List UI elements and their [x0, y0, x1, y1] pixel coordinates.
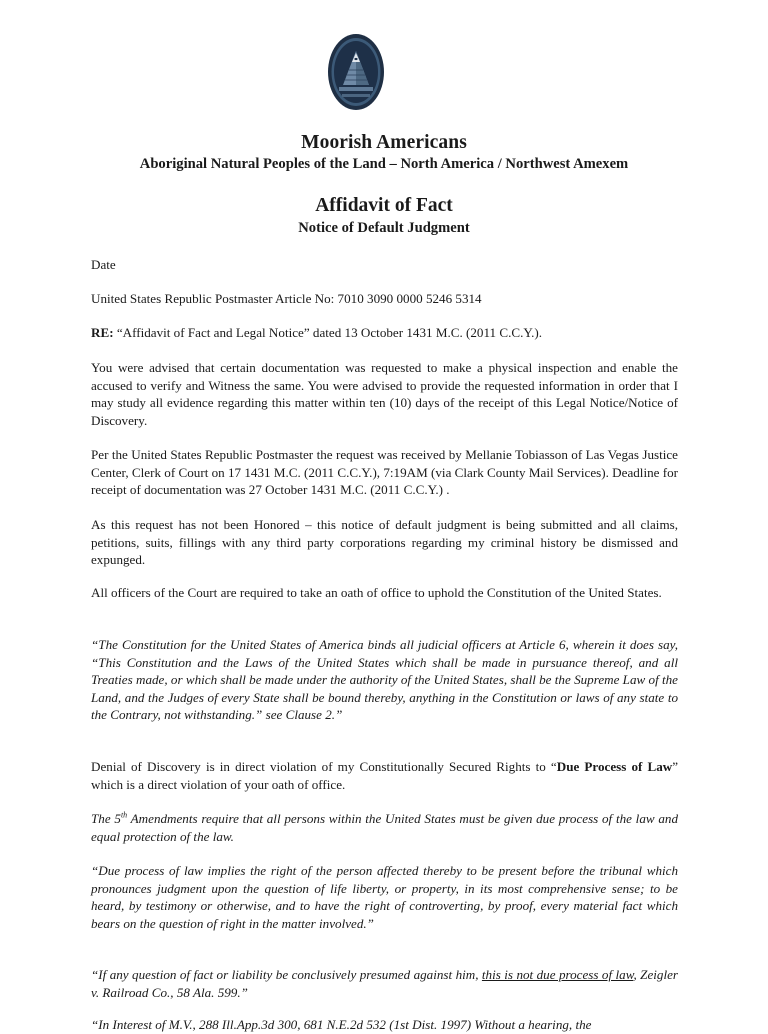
zeigler-citation: , Zeigler v. Railroad Co., 58 Ala. 599.”	[91, 967, 678, 1000]
paragraph-not-honored: As this request has not been Honored – this notice of default judgment is being submitted and all claims, petitions, suits, fillings with any third party corporations regarding my criminal history be dismissed and expunged.	[91, 517, 678, 568]
fifth-amendment-start: The 5	[91, 811, 121, 826]
re-text: “Affidavit of Fact and Legal Notice” dated 13 October 1431 M.C. (2011 C.C.Y.).	[113, 325, 543, 340]
paragraph-fifth-amendment	[91, 810, 678, 845]
quote-due-process-definition: “Due process of law implies the right of the person affected thereby to be present before the tribunal which pronounces judgment upon the question of life liberty, or property, in its most comprehensive sense; to be heard, by testimony or otherwise, and to have the right of controverting, by proof, every material fact which bears on the question of right in the matter involved.”	[91, 863, 678, 931]
zeigler-underlined: this is not due process of law	[481, 967, 634, 982]
ordinal-suffix: th	[120, 810, 128, 820]
re-line	[91, 324, 678, 342]
paragraph-officers-oath: All officers of the Court are required to take an oath of office to uphold the Constitution of the United States.	[91, 585, 662, 600]
denial-text-start: Denial of Discovery is in direct violation of my Constitutionally Secured Rights to “	[91, 759, 557, 774]
document-title: Affidavit of Fact	[315, 195, 453, 216]
paragraph-denial-of-discovery	[91, 758, 678, 793]
fifth-amendment-end: Amendments require that all persons within the United States must be given due process of the law and equal protection of the law.	[91, 811, 678, 844]
re-label: RE:	[91, 325, 114, 340]
postmaster-article-line: United States Republic Postmaster Article No: 7010 3090 0000 5246 5314	[91, 291, 482, 306]
paragraph-advised: You were advised that certain documentation was requested to make a physical inspection and enable the accused to verify and Witness the same. You were advised to provide the requested information in order that I may study all evidence regarding this matter within ten (10) days of the receipt of this Legal Notice/Notice of Discovery.	[91, 360, 678, 428]
quote-zeigler-case	[91, 966, 678, 1001]
denial-text-end: ” which is a direct violation of your oath of office.	[91, 759, 679, 792]
organization-name: Moorish Americans	[301, 132, 467, 153]
date-line: Date	[91, 257, 116, 272]
great-seal-pyramid-logo	[327, 33, 385, 111]
document-subtitle: Notice of Default Judgment	[298, 220, 470, 236]
quote-constitution-article-6: “The Constitution for the United States of America binds all judicial officers at Article 6, wherein it does say, “This Constitution and the Laws of the United States which shall be made in pursuance thereof, and all Treaties made, or which shall be made under the authority of the United States, shall be the Supreme Law of the Land, and the Judges of every State shall be bound thereby, anything in the Constitution or laws of any state to the Contrary, not withstanding.” see Clause 2.”	[91, 637, 678, 723]
paragraph-postmaster-receipt: Per the United States Republic Postmaster the request was received by Mellanie Tobiasson of Las Vegas Justice Center, Clerk of Court on 17 1431 M.C. (2011 C.C.Y.), 7:19AM (via Clark County Mail Services). Deadline for receipt of documentation was 27 October 1431 M.C. (2011 C.C.Y.) .	[91, 447, 678, 498]
cutoff-paragraph: “In Interest of M.V., 288 Ill.App.3d 300, 681 N.E.2d 532 (1st Dist. 1997) Without a hearing, the	[91, 1017, 592, 1032]
zeigler-text-start: “If any question of fact or liability be conclusively presumed against him,	[91, 967, 482, 982]
due-process-bold: Due Process of Law	[556, 759, 673, 774]
organization-subtitle: Aboriginal Natural Peoples of the Land – North America / Northwest Amexem	[139, 156, 629, 172]
